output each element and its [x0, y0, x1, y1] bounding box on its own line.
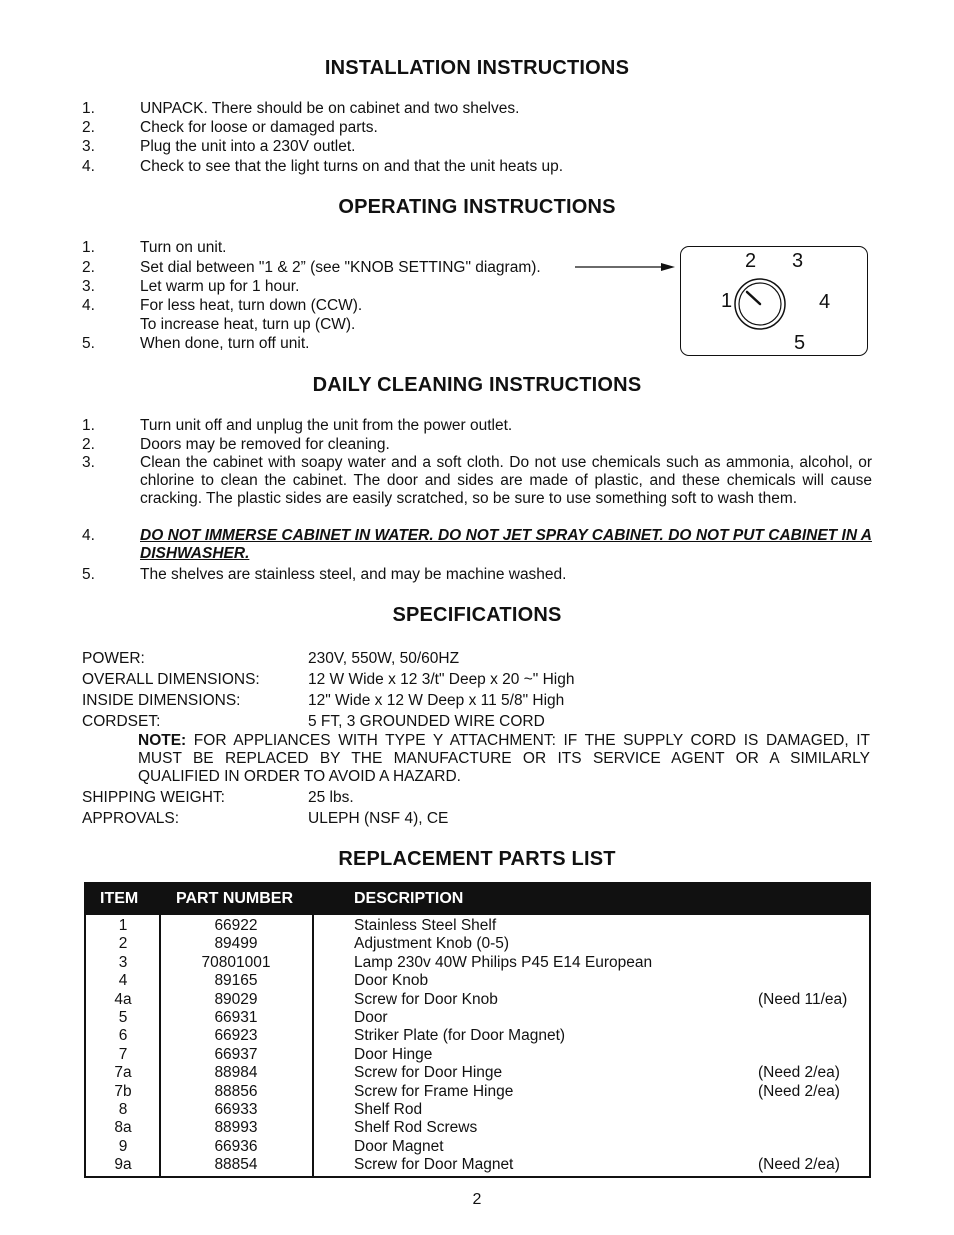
manual-page: INSTALLATION INSTRUCTIONS 1. UNPACK. There should be on cabinet and two shelves. 2. Check for loose or damaged parts. 3. Plug the unit into a 230V outlet. 4. Check to see that the light turns on and that the unit heats up. OPERATING INSTRUCTIONS 1. Turn on unit. 2. Set dial between "1 & 2” (see "KNOB SETTING" diagram). 3. Let warm up for 1 hour. 4. For less heat, turn down (CCW). To increase heat, turn up (CW). 5. When done, turn off unit. 2 3 1 4 5 DAILY CLEANING INSTRUCTIONS 1. Turn unit off and unplug the unit from the power outlet. 2. Doors may be removed for cleaning. 3. Clean the cabinet with soapy water and a soft cloth. Do not use chemicals such as ammonia, alcohol, or chlorine to clean the cabinet. The door and sides are made of plastic, and these chemicals will cause cracking. The plastic sides are easily scratched, so be sure to use something soft to wash them. 4. DO NOT IMMERSE CABINET IN WATER. DO NOT JET SPRAY CABINET. DO NOT PUT CABINET IN A DISHWASHER. 5. The shelves are stainless steel, and may be machine washed. SPECIFICATIONS POWER: 230V, 550W, 50/60HZ OVERALL DIMENSIONS: 12 W Wide x 12 3/t" Deep x 20 ~" High INSIDE DIMENSIONS: 12" Wide x 12 W Deep x 11 5/8" High CORDSET: 5 FT, 3 GROUNDED WIRE CORD NOTE: FOR APPLIANCES WITH TYPE Y ATTACHMENT: IF THE SUPPLY CORD IS DAMAGED, IT MUST BE REPLACED BY THE MANUFACTURE OR ITS SERVICE AGENT OR A SIMILARLY QUALIFIED IN ORDER TO AVOID A HAZARD. SHIPPING WEIGHT: 25 lbs. APPROVALS: ULEPH (NSF 4), CE REPLACEMENT PARTS LIST ITEM PART NUMBER DESCRIPTION 1 66922 Stainless Steel Shelf 2 89499 Adjustment Knob (0-5) 3 70801001 Lamp 230v 40W Philips P45 E14 European 4 89165 Door Knob 4a 89029 Screw for Door Knob (Need 11/ea) 5 66931 Door 6 66923 Striker Plate (for Door Magnet) 7 66937 Door Hinge 7a 88984 Screw for Door Hinge (Need 2/ea) 7b 88856 Screw for Frame Hinge (Need 2/ea) 8 66933 Shelf Rod 8a 88993 Shelf Rod Screws 9 66936 Door Magnet 9a 88854 Screw for Door Magnet (Need 2/ea) 2 — [0, 0, 954, 1235]
cell-part-number: 66922 — [214, 917, 258, 934]
cell-part-number: 66936 — [214, 1137, 258, 1155]
cell-quantity-note: (Need 2/ea) — [758, 1082, 840, 1100]
cell-quantity-note: (Need 2/ea) — [758, 1064, 840, 1082]
cell-item: 9 — [118, 1137, 128, 1155]
table-row — [86, 1064, 869, 1082]
cell-description: Adjustment Knob (0-5) — [354, 935, 510, 953]
installation-title: INSTALLATION INSTRUCTIONS — [324, 57, 630, 79]
cordset-note — [138, 732, 870, 786]
header-description: DESCRIPTION — [354, 890, 464, 907]
parts-title: REPLACEMENT PARTS LIST — [338, 848, 616, 870]
parts-table — [84, 882, 871, 1178]
table-row — [86, 917, 869, 935]
cell-item: 4 — [118, 972, 128, 990]
header-item: ITEM — [100, 890, 139, 907]
cell-description: Screw for Frame Hinge — [354, 1082, 514, 1100]
cell-description: Screw for Door Hinge — [354, 1064, 503, 1082]
knob-setting-diagram — [680, 246, 868, 356]
cell-quantity-note: (Need 11/ea) — [758, 990, 848, 1008]
cell-part-number: 88856 — [214, 1082, 258, 1100]
cell-item: 5 — [118, 1009, 128, 1026]
cell-description: Door Hinge — [354, 1045, 433, 1063]
table-row — [86, 1009, 869, 1027]
cell-description: Striker Plate (for Door Magnet) — [354, 1027, 566, 1045]
cell-item: 8a — [114, 1119, 132, 1137]
cell-item: 7a — [114, 1064, 132, 1082]
table-row — [86, 1083, 869, 1101]
header-part-number: PART NUMBER — [176, 890, 294, 907]
cell-description: Shelf Rod — [354, 1101, 423, 1118]
knob-label-1: 1 — [721, 290, 733, 312]
table-row — [86, 1027, 869, 1045]
knob-label-3: 3 — [792, 250, 804, 272]
cell-description: Stainless Steel Shelf — [354, 917, 497, 934]
note-label: NOTE: — [138, 732, 187, 749]
cell-item: 6 — [118, 1027, 128, 1045]
note-text: FOR APPLIANCES WITH TYPE Y ATTACHMENT: IF THE SUPPLY CORD IS DAMAGED, IT MUST BE REPLACED BY THE MANUFACTURE OR ITS SERVICE AGENT OR A SIMILARLY QUALIFIED IN ORDER TO AVOID A HAZARD. — [138, 732, 870, 785]
table-row — [86, 1138, 869, 1156]
table-row — [86, 935, 869, 953]
table-row — [86, 1046, 869, 1064]
table-header — [86, 884, 869, 915]
cell-part-number: 88984 — [214, 1064, 258, 1082]
table-row — [86, 1101, 869, 1119]
table-row — [86, 1119, 869, 1137]
cell-part-number: 66933 — [214, 1101, 258, 1118]
cell-item: 1 — [118, 917, 128, 934]
cell-part-number: 66937 — [214, 1045, 258, 1063]
table-row — [86, 972, 869, 990]
arrow-right-icon — [575, 262, 675, 272]
cell-description: Door Magnet — [354, 1137, 444, 1155]
cell-item: 2 — [118, 935, 128, 953]
cell-part-number: 89029 — [214, 990, 258, 1008]
table-row — [86, 954, 869, 972]
knob-label-2: 2 — [745, 250, 757, 272]
cell-description: Lamp 230v 40W Philips P45 E14 European — [354, 953, 653, 971]
cell-item: 4a — [114, 990, 132, 1008]
specifications-title: SPECIFICATIONS — [392, 604, 562, 626]
cell-description: Screw for Door Magnet — [354, 1156, 514, 1174]
page-number: 2 — [472, 1191, 482, 1208]
cell-description: Door Knob — [354, 972, 429, 990]
cell-part-number: 66923 — [214, 1027, 258, 1045]
cell-part-number: 89165 — [214, 972, 258, 990]
cell-part-number: 88854 — [214, 1156, 258, 1174]
cleaning-title: DAILY CLEANING INSTRUCTIONS — [312, 374, 642, 396]
cell-part-number: 66931 — [214, 1009, 258, 1026]
cell-part-number: 88993 — [214, 1119, 258, 1137]
knob-label-4: 4 — [819, 291, 831, 313]
cell-description: Screw for Door Knob — [354, 990, 498, 1008]
cell-item: 8 — [118, 1101, 128, 1118]
cell-description: Shelf Rod Screws — [354, 1119, 478, 1137]
cell-item: 3 — [118, 953, 128, 971]
cell-item: 7b — [114, 1082, 132, 1100]
cell-quantity-note: (Need 2/ea) — [758, 1156, 840, 1174]
operating-title: OPERATING INSTRUCTIONS — [338, 196, 616, 218]
cell-item: 9a — [114, 1156, 132, 1174]
knob-label-5: 5 — [794, 332, 806, 354]
cell-part-number: 89499 — [214, 935, 258, 953]
cell-description: Door — [354, 1009, 388, 1026]
cell-item: 7 — [118, 1045, 128, 1063]
dial-knob-icon — [733, 277, 787, 331]
table-row — [86, 1156, 869, 1174]
table-row — [86, 991, 869, 1009]
cell-part-number: 70801001 — [201, 953, 271, 971]
